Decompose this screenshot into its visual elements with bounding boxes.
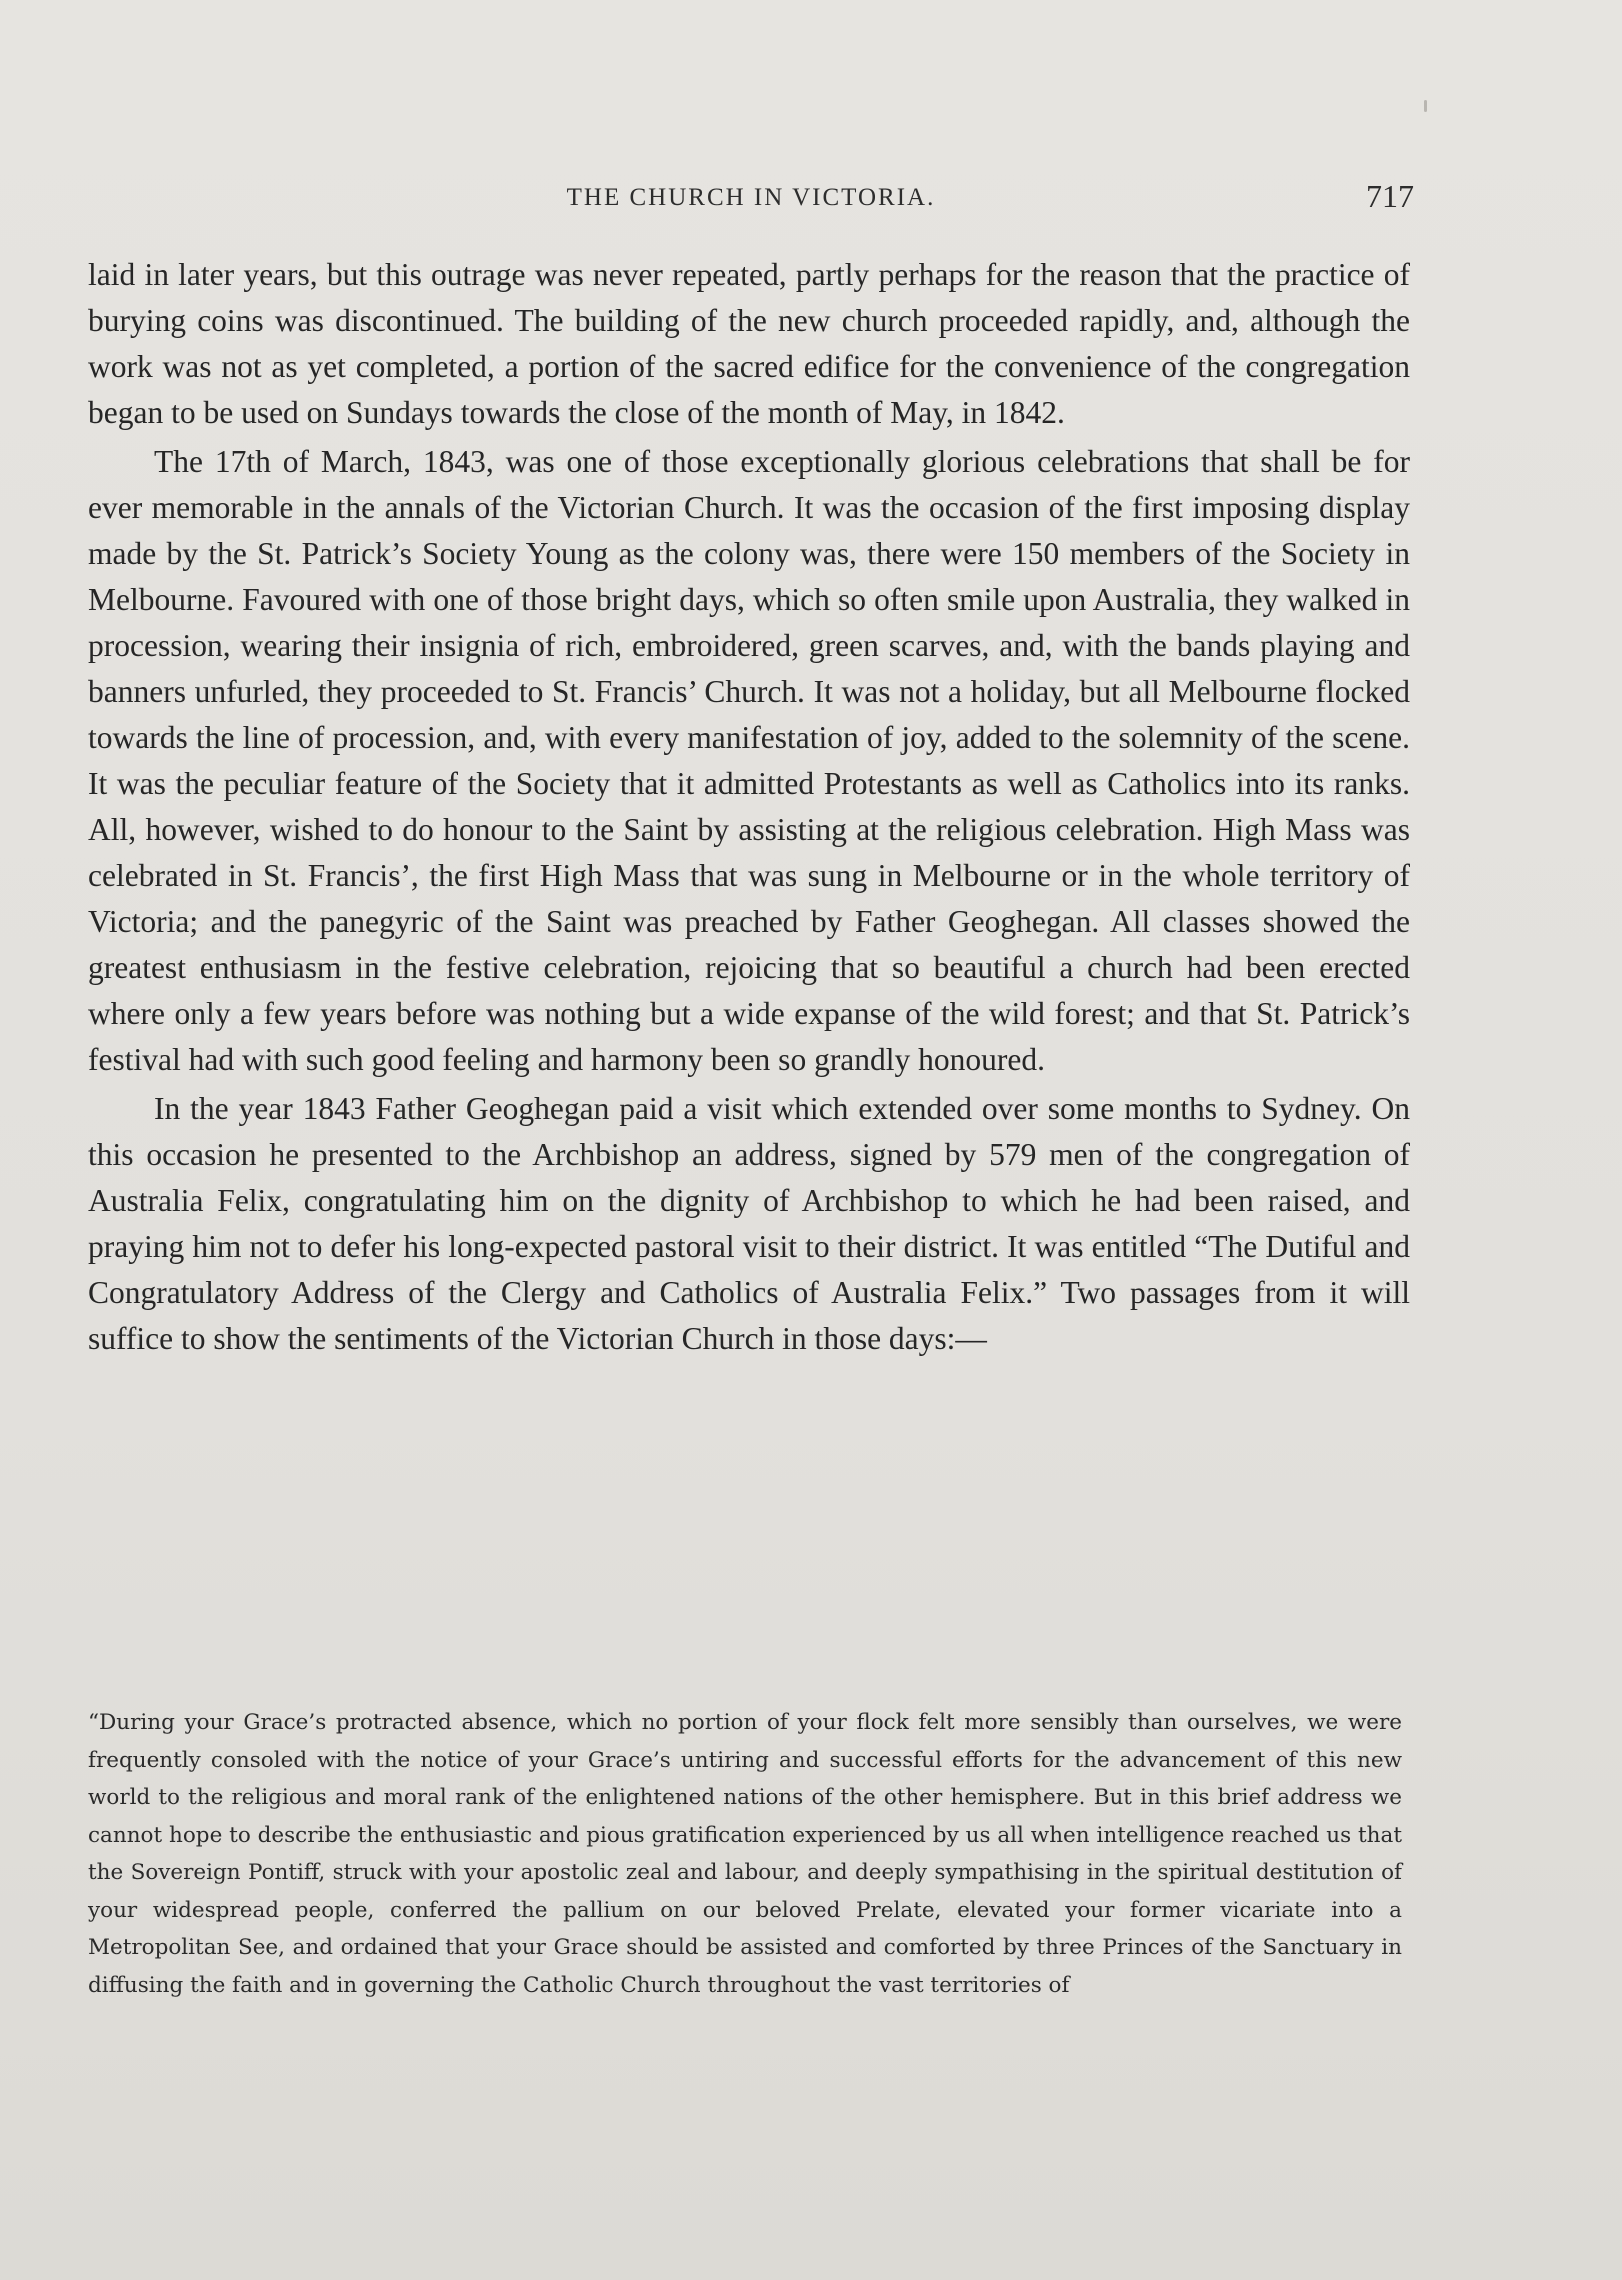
page-header (88, 178, 1414, 218)
running-title: THE CHURCH IN VICTORIA. (566, 184, 936, 211)
page-number: 717 (1366, 178, 1414, 214)
body-text (88, 252, 1410, 1365)
paper-mark (1424, 100, 1427, 112)
paragraph-address: In the year 1843 Father Geoghegan paid a visit which extended over some months to Sydney. On this occasion he presented to the Archbishop an address, signed by 579 men of the congregation of Australia Felix, congratulating him on the dignity of Archbishop to which he had been raised, and praying him not to defer his long-expected pastoral visit to their district. It was entitled “The Dutiful and Congratulatory Address of the Clergy and Catholics of Australia Felix.” Two passages from it will suffice to show the sentiments of the Victorian Church in those days:— (88, 1091, 1410, 1356)
paragraph-st-patricks-day: The 17th of March, 1843, was one of those exceptionally glorious celebrations that shall be for ever memorable in the annals of the Victorian Church. It was the occasion of the first imposing display made by the St. Patrick’s Society Young as the colony was, there were 150 members of the Society in Melbourne. Favoured with one of those bright days, which so often smile upon Australia, they walked in procession, wearing their insignia of rich, embroidered, green scarves, and, with the bands playing and banners unfurled, they proceeded to St. Francis’ Church. It was not a holiday, but all Melbourne flocked towards the line of procession, and, with every manifestation of joy, added to the solemnity of the scene. It was the peculiar feature of the Society that it admitted Protestants as well as Catholics into its ranks. All, however, wished to do honour to the Saint by assisting at the religious celebration. High Mass was celebrated in St. Francis’, the first High Mass that was sung in Melbourne or in the whole territory of Victoria; and the panegyric of the Saint was preached by Father Geoghegan. All classes showed the greatest enthusiasm in the festive celebration, rejoicing that so beautiful a church had been erected where only a few years before was nothing but a wide expanse of the wild forest; and that St. Patrick’s festival had with such good feeling and harmony been so grandly honoured. (88, 444, 1410, 1077)
block-quote: “During your Grace’s protracted absence, which no portion of your flock felt more sensibly than ourselves, we were frequently consoled with the notice of your Grace’s untiring and successful efforts for the advancement of this new world to the religious and moral rank of the enlightened nations of the other hemisphere. But in this brief address we cannot hope to describe the enthusiastic and pious gratification experienced by us all when intelligence reached us that the Sovereign Pontiff, struck with your apostolic zeal and labour, and deeply sympathising in the spiritual destitution of your widespread people, conferred the pallium on our beloved Prelate, elevated your former vicariate into a Metropolitan See, and ordained that your Grace should be assisted and comforted by three Princes of the Sanctuary in diffusing the faith and in governing the Catholic Church throughout the vast territories of (88, 1710, 1402, 1998)
paragraph-continued: laid in later years, but this outrage was never repeated, partly perhaps for the reason that the practice of burying coins was discontinued. The building of the new church proceeded rapidly, and, although the work was not as yet completed, a portion of the sacred edifice for the convenience of the congregation began to be used on Sundays towards the close of the month of May, in 1842. (88, 257, 1410, 430)
